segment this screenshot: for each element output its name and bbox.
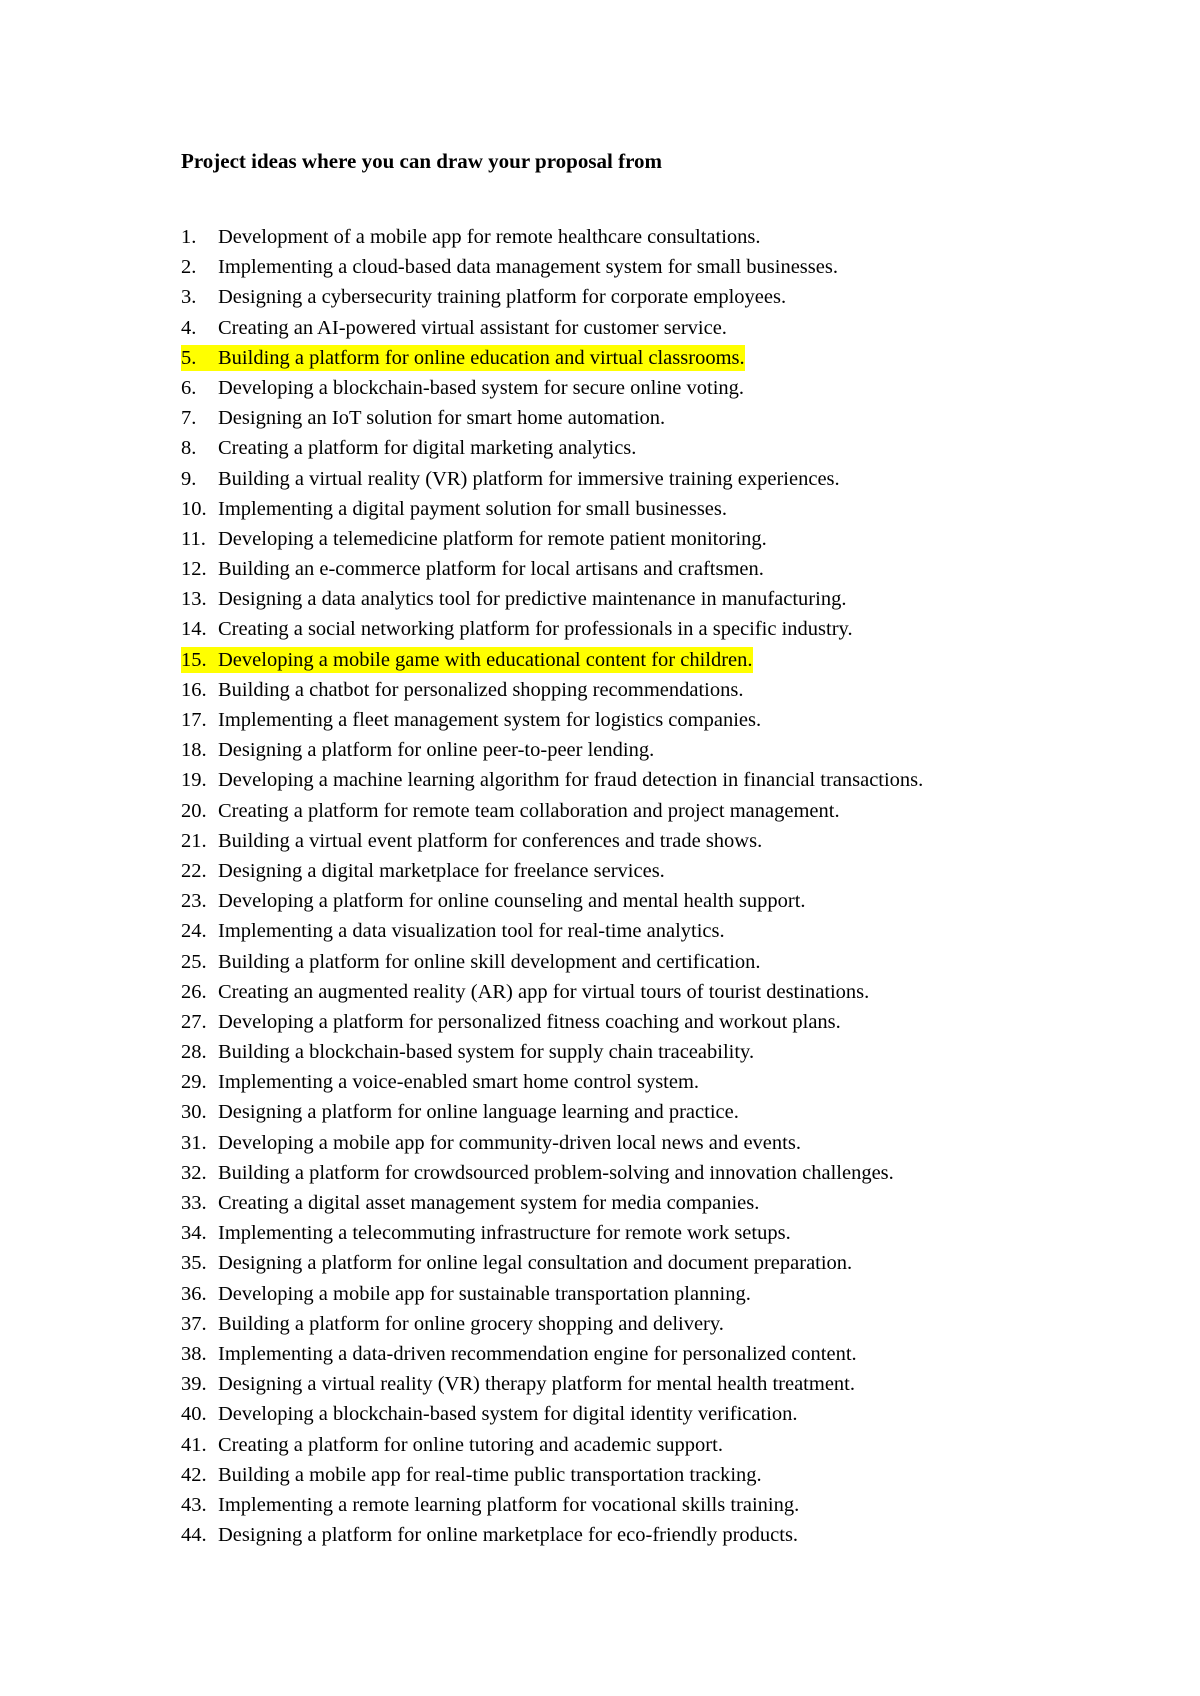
item-text: Creating a digital asset management system for media companies.: [218, 1192, 760, 1214]
item-number: 25.: [181, 950, 207, 973]
list-item: [181, 1279, 923, 1309]
item-text: Implementing a remote learning platform for vocational skills training.: [218, 1493, 800, 1516]
item-text: Implementing a telecommuting infrastructure for remote work setups.: [218, 1222, 791, 1245]
item-text-run: [181, 284, 786, 310]
item-text: Creating a platform for remote team collaboration and project management.: [218, 799, 840, 822]
list-item: [181, 1430, 923, 1460]
item-number: 41.: [181, 1433, 207, 1456]
item-text-run: [181, 1039, 754, 1065]
item-text-run: [181, 858, 665, 884]
list-item: [181, 1490, 923, 1520]
item-number: 18.: [181, 739, 207, 762]
item-number: 1.: [181, 226, 197, 248]
list-item: [181, 494, 923, 524]
item-number: 3.: [181, 286, 197, 309]
item-text: Creating a social networking platform for professionals in a specific industry.: [218, 618, 853, 641]
item-text: Building a platform for online grocery shopping and delivery.: [218, 1312, 724, 1335]
item-text: Designing a virtual reality (VR) therapy platform for mental health treatment.: [218, 1373, 855, 1396]
item-text-run: [181, 375, 744, 401]
item-text: Developing a mobile game with educational content for children.: [218, 648, 753, 671]
item-text-run: [181, 1281, 751, 1307]
project-ideas-list: [181, 222, 923, 1550]
item-text-run: [181, 1401, 798, 1427]
item-number: 24.: [181, 920, 207, 943]
item-text: Building a virtual event platform for conferences and trade shows.: [218, 829, 763, 852]
item-number: 16.: [181, 678, 207, 701]
list-item: [181, 705, 923, 735]
item-text-run: [181, 556, 764, 582]
item-number: 34.: [181, 1222, 207, 1245]
list-item: [181, 765, 923, 795]
item-text-run: [181, 1371, 855, 1397]
item-number: 42.: [181, 1463, 207, 1486]
item-text: Developing a mobile app for community-driven local news and events.: [218, 1131, 801, 1154]
item-text: Implementing a voice-enabled smart home control system.: [218, 1071, 700, 1094]
item-text: Creating an augmented reality (AR) app for virtual tours of tourist destinations.: [218, 980, 870, 1003]
item-text: Implementing a cloud-based data management system for small businesses.: [218, 256, 838, 279]
item-number: 44.: [181, 1524, 207, 1547]
item-text: Implementing a digital payment solution for small businesses.: [218, 497, 728, 520]
item-number: 13.: [181, 588, 207, 611]
item-number: 21.: [181, 829, 207, 852]
item-number: 15.: [181, 648, 207, 671]
item-text: Building a virtual reality (VR) platform for immersive training experiences.: [218, 467, 840, 490]
item-number: 40.: [181, 1403, 207, 1426]
list-item: [181, 1339, 923, 1369]
item-text: Implementing a data-driven recommendation engine for personalized content.: [218, 1342, 857, 1365]
item-text-run: [181, 1220, 791, 1246]
list-item: [181, 464, 923, 494]
list-item: [181, 1067, 923, 1097]
list-item: [181, 222, 923, 252]
item-text-run: [181, 345, 745, 371]
item-number: 2.: [181, 256, 197, 279]
item-text: Implementing a data visualization tool for real-time analytics.: [218, 920, 725, 943]
item-number: 37.: [181, 1312, 207, 1335]
item-number: 33.: [181, 1192, 207, 1214]
item-text-run: [181, 466, 840, 492]
list-item: [181, 826, 923, 856]
item-number: 35.: [181, 1252, 207, 1275]
item-number: 36.: [181, 1282, 207, 1305]
list-item: [181, 403, 923, 433]
item-text: Developing a blockchain-based system for digital identity verification.: [218, 1403, 798, 1426]
item-text-run: [181, 526, 767, 552]
list-item: [181, 343, 923, 373]
list-item: [181, 1520, 923, 1550]
item-number: 23.: [181, 890, 207, 913]
item-number: 9.: [181, 467, 197, 490]
list-item: [181, 1369, 923, 1399]
item-number: 4.: [181, 316, 197, 339]
item-number: 28.: [181, 1041, 207, 1064]
item-text: Designing a data analytics tool for predictive maintenance in manufacturing.: [218, 588, 847, 611]
list-item: [181, 977, 923, 1007]
item-number: 39.: [181, 1373, 207, 1396]
item-text: Creating a platform for online tutoring and academic support.: [218, 1433, 723, 1456]
item-number: 26.: [181, 980, 207, 1003]
list-item: [181, 554, 923, 584]
item-text-run: [181, 315, 727, 341]
item-text-run: [181, 1160, 894, 1186]
list-item: [181, 916, 923, 946]
item-text: Developing a telemedicine platform for remote patient monitoring.: [218, 527, 767, 550]
list-item: [181, 614, 923, 644]
item-text-run: [181, 1250, 852, 1276]
item-text-run: [181, 1009, 841, 1035]
list-item: [181, 313, 923, 343]
item-text-run: [181, 1492, 799, 1518]
item-text-run: [181, 767, 923, 793]
item-number: 22.: [181, 859, 207, 882]
item-text-run: [181, 1462, 762, 1488]
item-text-run: [181, 435, 636, 461]
item-text: Designing a platform for online peer-to-peer lending.: [218, 739, 655, 762]
list-item: [181, 645, 923, 675]
list-item: [181, 886, 923, 916]
item-text: Developing a blockchain-based system for secure online voting.: [218, 376, 745, 399]
list-item: [181, 1037, 923, 1067]
list-item: [181, 1218, 923, 1248]
item-text-run: [181, 647, 753, 673]
item-number: 8.: [181, 437, 197, 460]
item-number: 12.: [181, 558, 207, 581]
item-text: Building a platform for online education and virtual classrooms.: [218, 346, 745, 369]
item-text-run: [181, 737, 654, 763]
item-number: 10.: [181, 497, 207, 520]
item-text-run: [181, 828, 762, 854]
item-text-run: [181, 798, 840, 824]
item-text-run: [181, 1522, 798, 1548]
item-number: 14.: [181, 618, 207, 641]
item-text-run: [181, 707, 761, 733]
list-item: [181, 1248, 923, 1278]
list-item: [181, 1188, 923, 1218]
item-text-run: [181, 677, 743, 703]
item-text-run: [181, 254, 838, 280]
list-item: [181, 433, 923, 463]
list-item: [181, 282, 923, 312]
item-number: 27.: [181, 1010, 207, 1033]
item-text: Designing a cybersecurity training platform for corporate employees.: [218, 286, 787, 309]
item-text-run: [181, 918, 725, 944]
item-text: Developing a mobile app for sustainable transportation planning.: [218, 1282, 751, 1305]
item-text: Designing a digital marketplace for freelance services.: [218, 859, 665, 882]
item-text: Implementing a fleet management system for logistics companies.: [218, 709, 762, 731]
item-text-run: [181, 1311, 724, 1337]
item-number: 32.: [181, 1161, 207, 1184]
item-text-run: [181, 888, 806, 914]
list-item: [181, 1309, 923, 1339]
list-item: [181, 252, 923, 282]
item-text: Designing an IoT solution for smart home automation.: [218, 407, 666, 430]
item-text: Designing a platform for online legal consultation and document preparation.: [218, 1252, 853, 1275]
item-text-run: [181, 405, 665, 431]
document-title: Project ideas where you can draw your proposal from: [181, 149, 663, 173]
list-item: [181, 1128, 923, 1158]
item-text: Developing a platform for online counseling and mental health support.: [218, 890, 806, 913]
item-number: 6.: [181, 376, 197, 399]
item-text-run: [181, 1432, 723, 1458]
list-item: [181, 1158, 923, 1188]
item-number: 19.: [181, 769, 207, 792]
item-text-run: [181, 1130, 801, 1156]
item-text: Building a chatbot for personalized shopping recommendations.: [218, 678, 744, 701]
item-number: 29.: [181, 1071, 207, 1094]
list-item: [181, 524, 923, 554]
item-text-run: [181, 1069, 699, 1095]
list-item: [181, 1007, 923, 1037]
item-text: Creating a platform for digital marketing analytics.: [218, 437, 637, 460]
list-item: [181, 1460, 923, 1490]
item-text-run: [181, 949, 761, 975]
item-text: Developing a platform for personalized fitness coaching and workout plans.: [218, 1010, 841, 1033]
item-number: 17.: [181, 709, 207, 731]
item-number: 30.: [181, 1101, 207, 1124]
item-text: Designing a platform for online marketplace for eco-friendly products.: [218, 1524, 799, 1547]
item-text-run: [181, 586, 846, 612]
item-number: 20.: [181, 799, 207, 822]
item-number: 7.: [181, 407, 197, 430]
item-text: Developing a machine learning algorithm for fraud detection in financial transactions.: [218, 769, 924, 792]
item-text-run: [181, 1099, 739, 1125]
list-item: [181, 735, 923, 765]
item-number: 38.: [181, 1342, 207, 1365]
item-text-run: [181, 1190, 759, 1216]
item-text: Development of a mobile app for remote healthcare consultations.: [218, 226, 761, 248]
item-text: Building an e-commerce platform for local artisans and craftsmen.: [218, 558, 764, 581]
item-text: Building a blockchain-based system for supply chain traceability.: [218, 1041, 755, 1064]
list-item: [181, 856, 923, 886]
item-text-run: [181, 496, 727, 522]
item-text: Creating an AI-powered virtual assistant for customer service.: [218, 316, 727, 339]
list-item: [181, 947, 923, 977]
list-item: [181, 675, 923, 705]
item-text: Building a mobile app for real-time public transportation tracking.: [218, 1463, 762, 1486]
item-number: 43.: [181, 1493, 207, 1516]
item-text-run: [181, 979, 869, 1005]
item-text-run: [181, 1341, 857, 1367]
item-text: Designing a platform for online language learning and practice.: [218, 1101, 739, 1124]
item-text-run: [181, 224, 761, 250]
item-text: Building a platform for crowdsourced problem-solving and innovation challenges.: [218, 1161, 894, 1184]
item-number: 11.: [181, 527, 206, 550]
item-text: Building a platform for online skill development and certification.: [218, 950, 761, 973]
item-number: 5.: [181, 346, 197, 369]
list-item: [181, 373, 923, 403]
list-item: [181, 584, 923, 614]
item-number: 31.: [181, 1131, 207, 1154]
list-item: [181, 1097, 923, 1127]
item-text-run: [181, 616, 853, 642]
list-item: [181, 796, 923, 826]
list-item: [181, 1399, 923, 1429]
